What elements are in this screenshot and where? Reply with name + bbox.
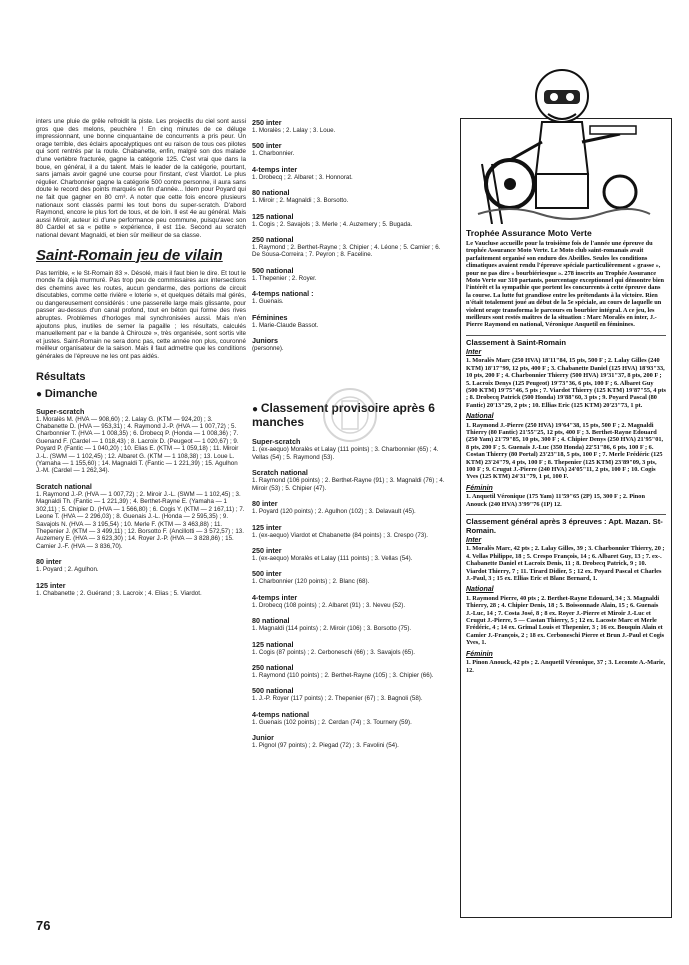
general-national-label: National: [466, 586, 494, 594]
category-name: Scratch national: [36, 481, 92, 491]
category-name: Scratch national: [252, 468, 308, 478]
general-inter-results: 1. Moralès Marc, 42 pts ; 2. Lalay Gilles, 39 ; 3. Charbonnier Thierry, 20 ; 4. Vellas Philippe, 18 ; 5. Crespo François, 14 ; 6. Albaret Guy, 13 ; 7. ex-. Chabanette Daniel et Lacroix Denis, 11 ; 8. Drobecq Patrick, 9 ; 10. Viardot Thierry, 7 ; 11. Tirard Didier, 5 ; 12 ex. Poyard Pascal et Charles J.-Paul, 3 ; 15 ex. Ellias Eric et Blanc Bernard, 1.: [466, 545, 665, 583]
provisional-title: Classement provisoire après 6 manches: [252, 401, 435, 430]
provisional-category: [252, 710, 450, 726]
category-name: 4-temps national :: [252, 289, 314, 299]
general-feminin-results: 1. Pinon Anouck, 42 pts ; 2. Anquetil Véronique, 37 ; 3. Lecomte A.-Marie, 12.: [466, 659, 666, 674]
results-title: Résultats: [36, 370, 86, 383]
middle-category: [252, 212, 450, 228]
category-results: 1. Chabanette ; 2. Guérand ; 3. Lacroix ; 4. Elias ; 5. Viardot.: [36, 589, 202, 597]
category-results: 1. Charbonnier (120 points) ; 2. Blanc (68).: [252, 578, 370, 586]
category-results: 1. J.-P. Royer (117 points) ; 2. Thepenier (67) ; 3. Bagnoli (58).: [252, 695, 423, 703]
category-name: 125 national: [252, 639, 294, 649]
category-results: 1. Guenais.: [252, 298, 284, 306]
category-results: 1. Moralès M. (HVA — 908,60) ; 2. Lalay G. (KTM — 924,20) ; 3. Chabanette D. (HVA — 953,31) ; 4. Raymond J.-P. (HVA — 1 007,72) ; 5. Charbonnier T. (HVA — 1 008,35) ; 6. Drobecq P. (Honda — 1 008,36) ; 7. Guenand F. (Cardel — 1 018,43) ; 8. Lacroix D. (Peugeot — 1 020,67) ; 9. Poyard P. (Fantic — 1 040,20) ; 10. Elias E. (KTM — 1 059,18) ; 11. Miroir J.-L. (SWM — 1 102,45) ; 12. Albaret G. (KTM — 1 108,38) ; 13. Loue L. (Yamaha — 1 155,60) ; 14. Magnaldi T. (Fantic — 1 221,39) ; 15. Agulhon J.-M. (Cardel — 1 262,34).: [36, 415, 239, 475]
box-intro: Le Vaucluse accueille pour la troisième fois de l'année une épreuve du trophée Assurance Moto Verte. Le Moto club saint-romanais avait parfaitement organisé son enduro des Abeilles. Seules les conditions climatiques avaient rendu l'épreuve spéciale particulièrement « grasse », pour ne pas dire « bourbiériesque ». 278 inscrits au Trophée Assurance Moto Verte sur 310 partants, pourcentage exceptionnel qui démontre bien l'intérêt et la sympathie que portent les concurrents à cette épreuve dans la course. La lutte fut grandiose entre les prétendants à la victoire. Rien n'était totalement joué au début de la 5e spéciale, au cours de laquelle un violent orage transforma le parcours en bourbier intégral. A ce jeu, les meilleurs sont restés maîtres de la situation : Marc Moralès en inter, J.-Pierre Raymond en national, Véronique Anquetil en féminines.: [466, 240, 664, 329]
box-title: Trophée Assurance Moto Verte: [466, 228, 592, 238]
category-results: 1. (ex-aequo) Viardot et Chabanette (84 points) ; 3. Crespo (73).: [252, 531, 428, 539]
category-name: 4-temps inter: [252, 592, 298, 602]
category-name: Super-scratch: [252, 437, 301, 447]
category-name: 250 national: [252, 235, 294, 245]
category-results: 1. Raymond ; 2. Berthet-Rayne ; 3. Chipier ; 4. Léone ; 5. Camier ; 6. De Sousa-Correira ; 7. Peyron ; 8. Faceline.: [252, 244, 441, 259]
provisional-category: [252, 569, 450, 585]
middle-category: [252, 266, 450, 282]
category-name: 500 inter: [252, 141, 282, 151]
provisional-category: [252, 546, 450, 562]
section-title: Saint-Romain jeu de vilain: [36, 246, 223, 264]
category-results: 1. Raymond J.-P. (HVA — 1 007,72) ; 2. Miroir J.-L. (SWM — 1 102,45) ; 3. Magnaldi Th. (Fantic — 1 221,39) ; 4. Berthet-Rayne E. (Yamaha — 1 302,11) ; 5. Chipier D. (HVA — 1 566,80) ; 6. Cogis Y. (KTM — 2 167,11) ; 7. Leone T. (HVA — 2 296,03) ; 8. Guenais J.-L. (Honda — 2 595,35) ; 9. Savajols N. (HVA — 3 195,54) ; 10. Merle F. (KTM — 3 463,88) ; 11. Thepenier J. (KTM — 3 499,11) ; 12. Borsotto F. (Ancillotti — 3 572,57) ; 13. Auzemery E. (HVA — 3 623,30) ; 14. Royer J.-P. (HVA — 3 828,86) ; 15. Camier J.-F. (HVA — 3 836,70).: [36, 490, 245, 550]
provisional-category: [252, 663, 450, 679]
category-results: 1. Poyard (120 points) ; 2. Agulhon (102) ; 3. Delavault (45).: [252, 508, 416, 516]
feminin-label: Féminin: [466, 484, 493, 492]
general-national-results: 1. Raymond Pierre, 40 pts ; 2. Berthet-Rayne Edouard, 34 ; 3. Magnaldi Thierry, 28 ; 4. Chipier Denis, 18 ; 5. Boissonnade Alain, 15 ; 6. Guenais J.-Luc, 14 ; 7. Costa José, 8 ; 8 ex. Royer J.-Pierre et Miroir J.-Luc et Crugut J.-Pierre, 5 — Castan Thierry, 5 ; 12 ex. Lacoste Marc et Merle Frédéric, 4 ; 14 ex. Grimal Louis et Thepenier, 3 ; 16 ex. Bouquin Alain et Camier J.-François, 2 ; 18 ex. Cerboneschi Pierre et Brun J.-Paul et Cogis Yves, 1.: [466, 594, 665, 647]
intro-paragraph: inters une pluie de grêle refroidit la piste. Les projectils du ciel sont aussi gros que des melons, peuchère ! En cinq minutes de ce déluge impressionnant, une bonne cinquantaine de concurrents a pris peur. Un orage terrible, des éclairs apocalyptiques ont eu raison de tous ces pilotes qui sont rentrés par la route. Chabanette, enfin, malgré son dos malade d'une vertèbre fracturée, gagne la catégorie 125. C'est vrai que dans la boue, en général, il a du talent. Mais le leader de la catégorie, pourtant, sans jamais avoir gagné une course pour l'instant, c'est Viardot. Le plus régulier. Charbonnier gagne la catégorie 500 contre personne, il aura sans doute le record des points marqués en fin d'année... Idem pour Poyard qui ne fait que gagner en 80 cm³. A noter que cette fois encore plusieurs nationaux sont classés parmi les tout bons du super-scratch. D'abord Raymond, encore le plus fort de tous, et de loin. Il est 4e au général. Mais aussi Miroir, auteur ici d'une performance peu commune, puisqu'avec son 80 Cardel et sa « petite » expérience, il est 11e. Second au scratch national devant Magnaldi, et bien sûr meilleur de sa classe.: [36, 118, 246, 239]
provisional-category: [252, 593, 450, 609]
category-results: 1. Moralès ; 2. Lalay ; 3. Loue.: [252, 127, 336, 134]
category-name: 250 inter: [252, 118, 282, 127]
left-category: [36, 581, 246, 597]
provisional-category: [252, 686, 450, 702]
sunday-heading: [36, 388, 246, 401]
provisional-category: [252, 616, 450, 632]
bullet-icon: ●: [36, 388, 45, 400]
category-name: 80 inter: [36, 557, 62, 567]
category-results: (personne).: [252, 345, 284, 353]
category-results: 1. Magnaldi (114 points) ; 2. Miroir (106) ; 3. Borsotto (75).: [252, 625, 412, 633]
category-name: 4-temps inter: [252, 164, 298, 174]
national-results: 1. Raymond J.-Pierre (250 HVA) 19'64"38, 15 pts, 500 F ; 2. Magnaldi Thierry (80 Fantic) 21'55"25, 12 pts, 400 F ; 3. Berthet-Rayne Edouard (250 Yam) 21'79"85, 10 pts, 300 F ; 4. Chipier Denys (250 HVA) 21'95"01, 8 pts, 200 F ; 5. Guenais J.-Luc (350 Honda) 22'51"86, 6 pts, 100 F ; 6. Costan Thierry (80 Portal) 23'23"18, 5 pts, 100 F ; 7. Merle Frédéric (125 KTM) 23'24"79, 4 pts, 100 F ; 8. Thepenier (125 KTM) 23'89"09, 3 pts, 100 F ; 9. Crugut J.-Pierre (240 HVA) 24'05"11, 2 pts, 100 F ; 10. Cogis Yves (125 KTM) 24'31"79, 1 pt, 100 F.: [466, 421, 664, 481]
category-name: 500 national: [252, 265, 294, 275]
middle-category: [252, 336, 450, 352]
general-title: Classement général après 3 épreuves : Apt. Mazan. St-Romain.: [466, 514, 666, 535]
category-results: 1. Cogis ; 2. Savajols ; 3. Merle ; 4. Auzemery ; 5. Bugada.: [252, 220, 413, 228]
category-results: 1. Drobecq ; 2. Albaret ; 3. Honnorat.: [252, 173, 353, 181]
watermark-logo-icon: [320, 385, 380, 445]
provisional-category: [252, 733, 450, 749]
sunday-title: Dimanche: [44, 387, 98, 400]
category-name: 125 inter: [36, 580, 66, 590]
middle-category: [252, 289, 450, 305]
inter-label: Inter: [466, 348, 482, 356]
category-results: 1. (ex-aequo) Moralès et Lalay (111 points) ; 3. Vellas (54).: [252, 554, 413, 562]
category-results: 1. Raymond (110 points) ; 2. Berthet-Rayne (105) ; 3. Chipier (66).: [252, 671, 434, 679]
category-name: 80 national: [252, 616, 290, 626]
category-results: 1. Raymond (106 points) ; 2. Berthet-Rayne (91) ; 3. Magnaldi (76) ; 4. Miroir (53) ; 5. Chipier (47).: [252, 477, 445, 492]
category-name: Super-scratch: [36, 406, 85, 416]
rider-cartoon-icon: [470, 64, 660, 224]
category-results: 1. (ex-aequo) Moralès et Lalay (111 points) ; 3. Charbonnier (65) ; 4. Vellas (54) ; 5. Raymond (53).: [252, 446, 439, 461]
general-feminin-label: Féminin: [466, 650, 493, 658]
box-content: [466, 228, 666, 674]
category-name: Junior: [252, 733, 274, 743]
category-name: 4-temps national: [252, 709, 310, 719]
left-column: [36, 118, 246, 597]
middle-category: [252, 313, 450, 329]
middle-category: [252, 165, 450, 181]
provisional-category: [252, 499, 450, 515]
classement-title: Classement à Saint-Romain: [466, 335, 666, 347]
general-inter-label: Inter: [466, 537, 482, 544]
page-number: 76: [36, 918, 51, 933]
provisional-category: [252, 468, 450, 492]
category-name: Féminines: [252, 312, 288, 322]
category-results: 1. Poyard ; 2. Agulhon.: [36, 566, 99, 574]
middle-category: [252, 118, 450, 134]
feminin-results: 1. Anquetil Véronique (175 Yam) 11'59"65 (2P) 15, 300 F ; 2. Pinon Anouck (240 HVA) 3'99"76 (1P) 12.: [466, 493, 645, 508]
category-name: Juniors: [252, 336, 278, 346]
category-results: 1. Charbonnier.: [252, 150, 295, 158]
category-name: 500 inter: [252, 569, 282, 579]
left-category: [36, 407, 246, 475]
category-results: 1. Marie-Claude Bassot.: [252, 321, 319, 329]
category-name: 250 inter: [252, 545, 282, 555]
category-name: 250 national: [252, 662, 294, 672]
left-category: [36, 557, 246, 573]
provisional-category: [252, 523, 450, 539]
category-name: 125 inter: [252, 522, 282, 532]
category-results: 1. Guenais (102 points) ; 2. Cerdan (74) ; 3. Tournery (59).: [252, 718, 412, 726]
bullet-icon: ●: [252, 404, 261, 416]
middle-category: [252, 141, 450, 157]
category-results: 1. Pignol (97 points) ; 2. Piegad (72) ; 3. Favolini (54).: [252, 742, 399, 750]
national-label: National: [466, 413, 494, 421]
inter-results: 1. Moralès Marc (250 HVA) 18'11"84, 15 pts, 500 F ; 2. Lalay Gilles (240 KTM) 18'17"99, 12 pts, 400 F ; 3. Chabanette Daniel (125 HVA) 18'93"33, 10 pts, 200 F ; 4. Charbonnier Thierry (500 HVA) 19'31"37, 8 pts, 200 F ; 5. Lacroix Denys (125 Peugeot) 19'73"36, 6 pts, 100 F ; 6. Albaret Guy (500 KTM) 19'75"46, 5 pts ; 7. Viardot Thierry (125 KTM) 19'87"55, 4 pts ; 8. Drobecq Patrick (500 Honda) 19'88"60, 3 pts ; 9. Poyard Pascal (80 Fantic) 20'13"29, 2 pts ; 10. Ellias Eric (125 KTM) 20'23"73, 1 pt.: [466, 357, 666, 409]
category-name: 500 national: [252, 686, 294, 696]
category-name: 80 national: [252, 188, 290, 198]
category-results: 1. Drobecq (108 points) ; 2. Albaret (91) ; 3. Neveu (52).: [252, 601, 406, 609]
category-name: 80 inter: [252, 499, 278, 509]
middle-category: [252, 235, 450, 259]
body-paragraph: Pas terrible, « le St-Romain 83 ». Désolé, mais il faut bien le dire. Et tout le monde l'a déjà murmuré. Pas trop peu de commissaires aux intersections des chemins avec les routes, aucun gendarme, des portions de circuit discutables, comme cette rivière « loterie », et quelques détails mal gérés, ou dangereusement considérés : une passerelle large mais glissante, pour passer au-dessus d'un canal profond, tout en béton qui forme des rives abruptes. Problèmes d'horloges mal synchronisées aussi. Mais n'en ajoutons plus, inutiles de semer la pagaille ; les résultats, calculés manuellement par « la bande à Chirouze », très organisée, sont sortis vite et justes. Saint-Romain ne sera donc pas, cette année non plus, couronné meilleur organisateur de la saison. Mais il faut admettre que les conditions générales de l'épreuve ne les ont pas aidés.: [36, 269, 246, 361]
provisional-category: [252, 640, 450, 656]
category-results: 1. Cogis (87 points) ; 2. Cerboneschi (66) ; 3. Savajols (65).: [252, 648, 416, 656]
category-results: 1. Thepenier ; 2. Royer.: [252, 274, 317, 282]
left-category: [36, 482, 246, 550]
category-results: 1. Miroir ; 2. Magnaldi ; 3. Borsotto.: [252, 197, 349, 205]
middle-category: [252, 188, 450, 204]
category-name: 125 national: [252, 211, 294, 221]
